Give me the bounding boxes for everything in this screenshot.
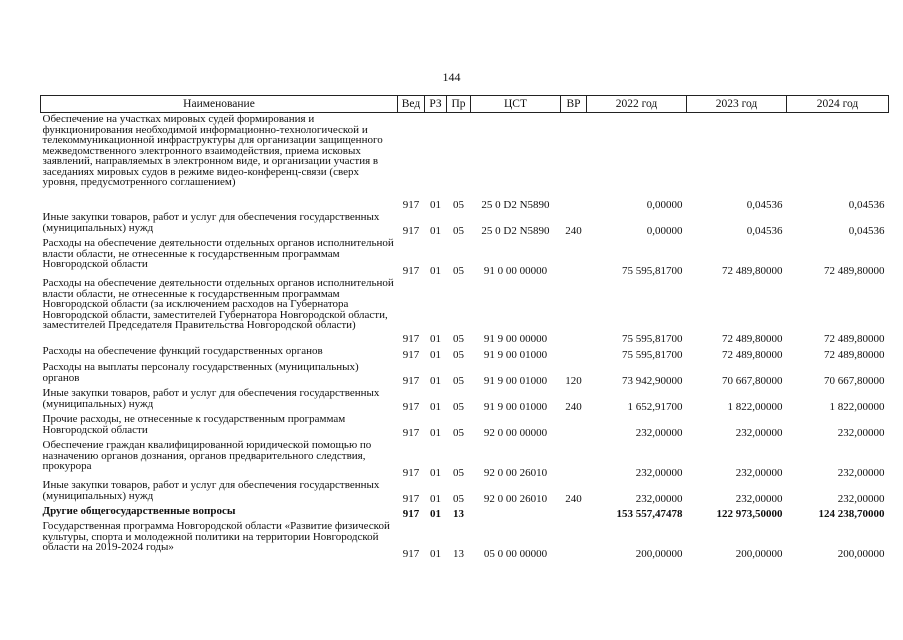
row-ved: 917 — [402, 333, 420, 345]
page-number: 144 — [442, 70, 461, 84]
row-vr — [561, 237, 587, 277]
row-2024: 0,04536 — [848, 225, 885, 237]
row-2024: 72 489,80000 — [824, 265, 885, 277]
row-vr: 240 — [565, 401, 582, 413]
table-row — [41, 387, 889, 413]
header-name: Наименование — [41, 96, 398, 113]
row-2024: 72 489,80000 — [824, 333, 885, 345]
table-row — [41, 520, 889, 560]
row-2024: 0,04536 — [848, 199, 885, 211]
row-2024: 124 238,70000 — [818, 508, 885, 520]
row-2022: 232,00000 — [635, 493, 683, 505]
row-name: Прочие расходы, не отнесенные к государственным программам Новгородской области — [42, 413, 346, 436]
row-2023: 1 822,00000 — [727, 401, 783, 413]
row-2023: 72 489,80000 — [722, 349, 783, 361]
row-2023: 0,04536 — [746, 225, 783, 237]
row-pr: 05 — [453, 401, 464, 413]
row-2022: 1 652,91700 — [627, 401, 683, 413]
row-pr: 05 — [453, 467, 464, 479]
table-row — [41, 345, 889, 361]
row-2023: 72 489,80000 — [722, 265, 783, 277]
row-ved: 917 — [402, 467, 420, 479]
row-cst: 91 9 00 00000 — [483, 333, 548, 345]
row-cst: 91 9 00 01000 — [483, 401, 548, 413]
table-row — [41, 211, 889, 237]
row-cst: 91 9 00 01000 — [483, 349, 548, 361]
row-2023: 72 489,80000 — [722, 333, 783, 345]
row-2023: 232,00000 — [735, 467, 783, 479]
row-pr: 13 — [453, 548, 464, 560]
row-2022: 232,00000 — [635, 427, 683, 439]
row-rz: 01 — [430, 493, 441, 505]
row-name: Иные закупки товаров, работ и услуг для обеспечения государственных (муниципальных) нужд — [42, 211, 380, 234]
row-ved: 917 — [402, 493, 420, 505]
row-rz: 01 — [430, 333, 441, 345]
row-pr: 05 — [453, 493, 464, 505]
row-name: Расходы на обеспечение деятельности отдельных органов исполнительной власти области, не отнесенные к государственным программам Новгородской области (за исключением расходов на Губернатора Новгородской области, заместителей Губернатора Новгородской области, заместителей Председателя Правительства Новгородской области) — [42, 277, 394, 331]
row-name: Обеспечение граждан квалифицированной юридической помощью по назначению органов дознания, органов предварительного следствия, прокурора — [42, 439, 372, 472]
header-rz: РЗ — [425, 96, 447, 113]
row-vr — [561, 413, 587, 439]
table-row — [41, 505, 889, 520]
row-ved: 917 — [402, 427, 420, 439]
row-name: Другие общегосударственные вопросы — [42, 505, 236, 517]
row-2023: 232,00000 — [735, 427, 783, 439]
table-row — [41, 361, 889, 387]
table-header-row — [41, 96, 889, 113]
row-pr: 13 — [453, 508, 464, 520]
row-pr: 05 — [453, 375, 464, 387]
row-2022: 200,00000 — [635, 548, 683, 560]
row-2022: 73 942,90000 — [622, 375, 683, 387]
row-2023: 70 667,80000 — [722, 375, 783, 387]
row-name: Расходы на обеспечение деятельности отдельных органов исполнительной власти области, не отнесенные к государственным программам Новгородской области — [42, 237, 394, 270]
row-vr — [561, 345, 587, 361]
row-2022: 0,00000 — [646, 199, 683, 211]
row-cst: 92 0 00 26010 — [483, 467, 548, 479]
row-2023: 232,00000 — [735, 493, 783, 505]
table-body — [41, 113, 889, 561]
row-name: Государственная программа Новгородской области «Развитие физической культуры, спорта и молодежной политики на территории Новгородской области на 2019-2024 годы» — [42, 520, 390, 553]
row-rz: 01 — [430, 508, 441, 520]
row-2022: 232,00000 — [635, 467, 683, 479]
row-2022: 0,00000 — [646, 225, 683, 237]
row-name: Иные закупки товаров, работ и услуг для обеспечения государственных (муниципальных) нужд — [42, 479, 380, 502]
header-2023: 2023 год — [687, 96, 787, 113]
table-row — [41, 277, 889, 345]
row-cst: 25 0 D2 N5890 — [481, 199, 550, 211]
table-row — [41, 237, 889, 277]
budget-table — [40, 95, 889, 560]
header-2024: 2024 год — [787, 96, 889, 113]
row-2023: 122 973,50000 — [716, 508, 783, 520]
row-rz: 01 — [430, 375, 441, 387]
row-2022: 75 595,81700 — [622, 349, 683, 361]
row-2023: 200,00000 — [735, 548, 783, 560]
row-pr: 05 — [453, 265, 464, 277]
row-name: Обеспечение на участках мировых судей формирования и функционирования необходимой информационно-технологической и телекоммуникационной инфраструктуры для организации защищенного межведомственного электронного взаимодействия, приема исковых заявлений, направляемых в электронном виде, и организации участия в заседаниях мировых судов в режиме видео-конференц-связи (сверх уровня, предусмотренного соглашением) — [42, 113, 383, 188]
row-ved: 917 — [402, 349, 420, 361]
row-2022: 153 557,47478 — [616, 508, 683, 520]
row-rz: 01 — [430, 225, 441, 237]
row-pr: 05 — [453, 349, 464, 361]
row-pr: 05 — [453, 225, 464, 237]
row-2024: 200,00000 — [837, 548, 885, 560]
row-vr — [561, 277, 587, 345]
row-rz: 01 — [430, 349, 441, 361]
row-rz: 01 — [430, 199, 441, 211]
row-ved: 917 — [402, 548, 420, 560]
row-pr: 05 — [453, 427, 464, 439]
table-row — [41, 413, 889, 439]
row-cst: 92 0 00 26010 — [483, 493, 548, 505]
row-2024: 232,00000 — [837, 467, 885, 479]
row-rz: 01 — [430, 427, 441, 439]
row-name: Расходы на обеспечение функций государственных органов — [42, 345, 323, 357]
row-ved: 917 — [402, 508, 420, 520]
header-pr: Пр — [447, 96, 471, 113]
row-2024: 72 489,80000 — [824, 349, 885, 361]
row-pr: 05 — [453, 333, 464, 345]
row-cst: 05 0 00 00000 — [483, 548, 548, 560]
row-cst: 91 0 00 00000 — [483, 265, 548, 277]
row-vr — [561, 520, 587, 560]
header-vr: ВР — [561, 96, 587, 113]
header-cst: ЦСТ — [471, 96, 561, 113]
table-row — [41, 113, 889, 212]
row-vr: 240 — [565, 225, 582, 237]
row-2024: 232,00000 — [837, 493, 885, 505]
row-2022: 75 595,81700 — [622, 265, 683, 277]
row-name: Расходы на выплаты персоналу государственных (муниципальных) органов — [42, 361, 359, 384]
table-row — [41, 479, 889, 505]
row-2024: 232,00000 — [837, 427, 885, 439]
row-vr — [561, 113, 587, 212]
row-name: Иные закупки товаров, работ и услуг для обеспечения государственных (муниципальных) нужд — [42, 387, 380, 410]
row-vr — [561, 505, 587, 520]
row-2022: 75 595,81700 — [622, 333, 683, 345]
row-cst: 91 9 00 01000 — [483, 375, 548, 387]
row-cst — [471, 505, 561, 520]
row-2024: 1 822,00000 — [829, 401, 885, 413]
row-vr — [561, 439, 587, 479]
row-vr: 240 — [565, 493, 582, 505]
header-2022: 2022 год — [587, 96, 687, 113]
row-ved: 917 — [402, 375, 420, 387]
row-2024: 70 667,80000 — [824, 375, 885, 387]
row-rz: 01 — [430, 401, 441, 413]
row-pr: 05 — [453, 199, 464, 211]
row-ved: 917 — [402, 401, 420, 413]
row-cst: 92 0 00 00000 — [483, 427, 548, 439]
row-ved: 917 — [402, 225, 420, 237]
row-vr: 120 — [565, 375, 582, 387]
table-row — [41, 439, 889, 479]
row-ved: 917 — [402, 199, 420, 211]
row-2023: 0,04536 — [746, 199, 783, 211]
row-ved: 917 — [402, 265, 420, 277]
row-rz: 01 — [430, 265, 441, 277]
row-cst: 25 0 D2 N5890 — [481, 225, 550, 237]
row-rz: 01 — [430, 548, 441, 560]
header-ved: Вед — [398, 96, 425, 113]
row-rz: 01 — [430, 467, 441, 479]
